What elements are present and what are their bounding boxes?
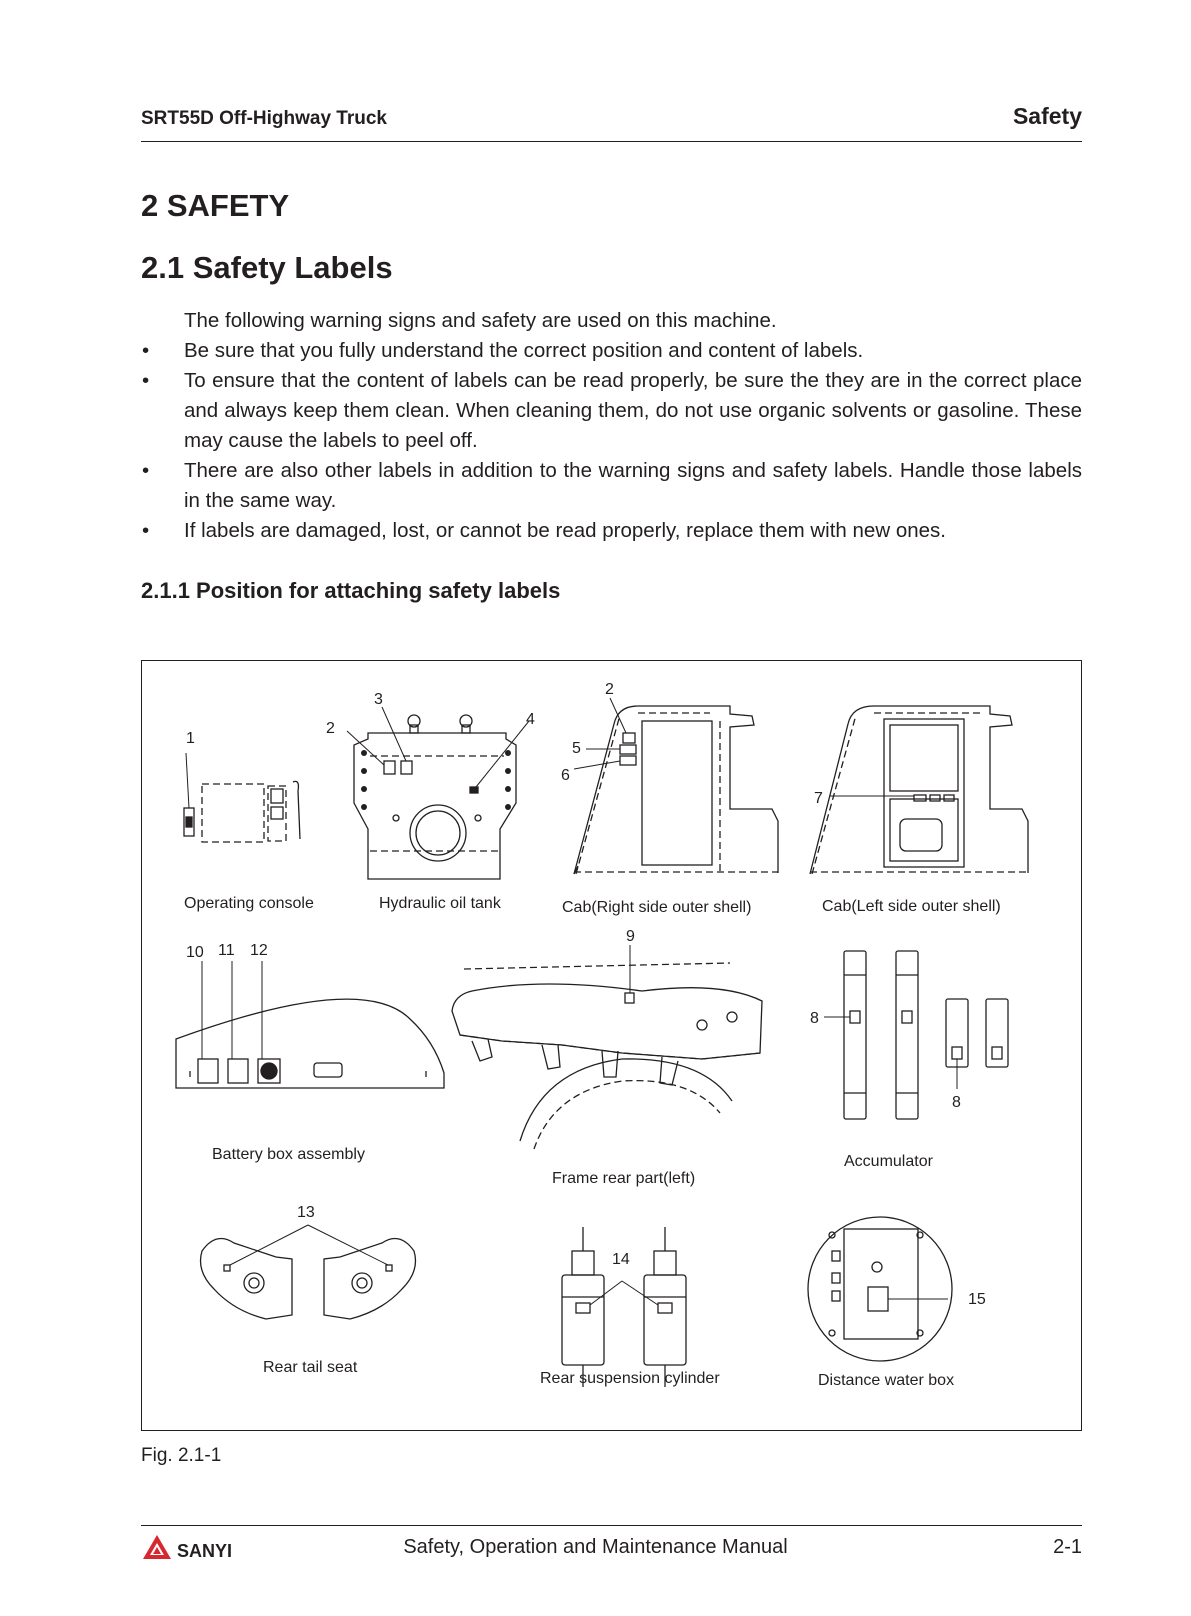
section-title: 2.1 Safety Labels bbox=[141, 250, 393, 285]
figure-drawing bbox=[142, 661, 1083, 1432]
callout-4: 4 bbox=[526, 711, 535, 728]
bullet-text: To ensure that the content of labels can be read properly, be sure the they are in the correct place and always keep them clean. When cleaning them, do not use organic solvents or gasoline. These may cause the labels to peel off. bbox=[184, 369, 1082, 452]
callout-8-bottom: 8 bbox=[952, 1094, 961, 1111]
callout-15: 15 bbox=[968, 1291, 986, 1308]
logo-brand-text: SANYI bbox=[177, 1541, 233, 1561]
callout-8-left: 8 bbox=[810, 1010, 819, 1027]
callout-7: 7 bbox=[814, 790, 823, 807]
figure-label: Fig. 2.1-1 bbox=[141, 1445, 222, 1466]
caption-rear-suspension: Rear suspension cylinder bbox=[540, 1370, 720, 1387]
caption-rear-tail-seat: Rear tail seat bbox=[263, 1359, 358, 1376]
cab-left-drawing bbox=[810, 706, 1028, 874]
cab-right-drawing bbox=[574, 698, 778, 874]
caption-cab-left: Cab(Left side outer shell) bbox=[822, 898, 1001, 915]
chapter-title: 2 SAFETY bbox=[141, 188, 290, 223]
caption-cab-right: Cab(Right side outer shell) bbox=[562, 899, 752, 916]
bullet-dot: • bbox=[142, 369, 150, 392]
body-text bbox=[141, 306, 1082, 546]
bullet-text: Be sure that you fully understand the correct position and content of labels. bbox=[184, 339, 864, 362]
header-section: Safety bbox=[1012, 103, 1082, 129]
callout-9: 9 bbox=[626, 928, 635, 945]
callout-11: 11 bbox=[218, 942, 235, 959]
bullet-dot: • bbox=[142, 519, 150, 542]
list-item bbox=[141, 336, 1082, 366]
callout-14: 14 bbox=[612, 1251, 630, 1268]
figure-frame bbox=[141, 660, 1082, 1431]
caption-accumulator: Accumulator bbox=[844, 1153, 933, 1170]
header-rule bbox=[141, 141, 1082, 142]
water-box-drawing bbox=[808, 1217, 952, 1361]
callout-2-cab: 2 bbox=[605, 681, 614, 698]
footer-page-number: 2-1 bbox=[1053, 1536, 1082, 1558]
callout-3: 3 bbox=[374, 691, 383, 708]
bullet-text: There are also other labels in addition to the warning signs and safety labels. Handle those labels in the same way. bbox=[184, 459, 1082, 512]
intro-paragraph: The following warning signs and safety are used on this machine. bbox=[184, 309, 777, 332]
callout-1: 1 bbox=[186, 730, 195, 747]
callout-5: 5 bbox=[572, 740, 581, 757]
callout-2-tank: 2 bbox=[326, 720, 335, 737]
caption-water-box: Distance water box bbox=[818, 1372, 955, 1389]
operating-console-drawing bbox=[184, 753, 300, 842]
caption-frame-rear: Frame rear part(left) bbox=[552, 1170, 696, 1187]
footer-manual-title: Safety, Operation and Maintenance Manual bbox=[403, 1536, 788, 1558]
footer-rule bbox=[141, 1525, 1082, 1526]
callout-12: 12 bbox=[250, 942, 268, 959]
callout-13: 13 bbox=[297, 1204, 315, 1221]
accumulator-drawing bbox=[824, 951, 1008, 1119]
header-doc-title: SRT55D Off-Highway Truck bbox=[141, 108, 387, 129]
frame-rear-drawing bbox=[452, 945, 762, 1149]
callout-10: 10 bbox=[186, 944, 204, 961]
list-item bbox=[141, 456, 1082, 516]
subsection-title: 2.1.1 Position for attaching safety labels bbox=[141, 578, 561, 603]
bullet-text: If labels are damaged, lost, or cannot be read properly, replace them with new ones. bbox=[184, 519, 946, 542]
hydraulic-tank-drawing bbox=[347, 707, 529, 879]
bullet-dot: • bbox=[142, 339, 150, 362]
list-item bbox=[141, 366, 1082, 456]
caption-battery-box: Battery box assembly bbox=[212, 1146, 365, 1163]
caption-hydraulic-oil-tank: Hydraulic oil tank bbox=[379, 895, 501, 912]
callout-6: 6 bbox=[561, 767, 570, 784]
rear-tail-seat-drawing bbox=[201, 1225, 416, 1319]
list-item bbox=[141, 516, 1082, 546]
bullet-dot: • bbox=[142, 459, 150, 482]
bullet-list bbox=[141, 336, 1082, 546]
battery-box-drawing bbox=[176, 961, 444, 1088]
caption-operating-console: Operating console bbox=[184, 895, 314, 912]
